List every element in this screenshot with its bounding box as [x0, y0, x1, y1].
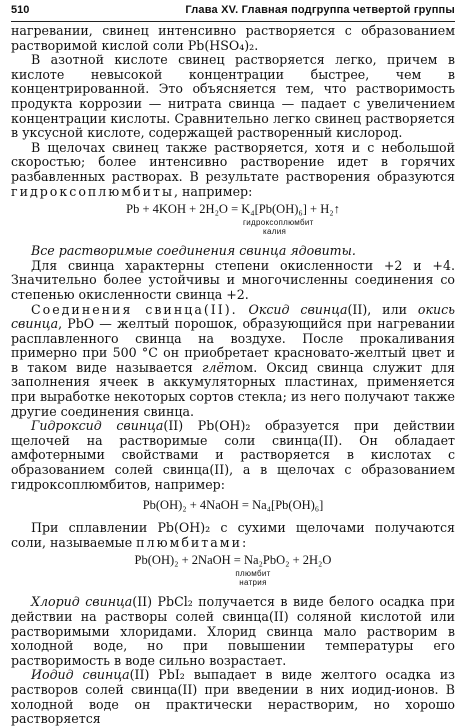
paragraph-toxicity: Все растворимые соединения свинца ядовиты.	[31, 243, 356, 259]
page-body	[11, 24, 455, 727]
section-heading-compounds: Соединения свинца(II).	[31, 301, 238, 317]
equation-hydroxide-naoh: Pb(OH)₂ + 4NaOH = Na₄[Pb(OH)₆]	[142, 498, 324, 513]
equation-note-1b: калия	[263, 227, 287, 237]
equation-note-3b: натрия	[239, 578, 267, 588]
paragraph-lead-chloride: Хлорид свинца(II) PbCl₂ получается в виде белого осадка при действии на растворы солей свинца(II) соляной кислотой или растворимыми хлоридами. Хлорид свинца мало растворим в холодной воде, но при повышении температуры его растворимость в воде сильно возрастает.	[11, 594, 456, 668]
equation-plumbite: Pb(OH)₂ + 2NaOH = Na₂PbO₂ + 2H₂O	[134, 553, 332, 568]
book-page	[11, 0, 456, 727]
paragraph-oxidation-states: Для свинца характерны степени окисленности +2 и +4. Значительно более устойчивы и многочисленны соединения со степенью окисленности свинца +2.	[11, 257, 455, 302]
paragraph-lead-sulfuric: нагревании, свинец интенсивно растворяется с образованием растворимой кислой соли Pb(HSO₄)₂.	[11, 23, 455, 53]
page-number: 510	[11, 4, 30, 16]
term-plumbites: плюмбитами	[136, 534, 242, 550]
paragraph-plumbites: При сплавлении Pb(OH)₂ с сухими щелочами получаются соли, называемые плюмбитами:	[11, 520, 455, 550]
page-header	[11, 2, 455, 22]
equation-lead-koh: Pb + 4KOH + 2H₂O = K₄[Pb(OH)₆] + H₂↑	[126, 202, 340, 217]
header-rule	[11, 21, 455, 22]
equation-note-1a: гидроксоплюмбит	[243, 218, 314, 228]
equation-note-3a: плюмбит	[235, 569, 271, 579]
paragraph-lead-hydroxide: Гидроксид свинца(II) Pb(OH)₂ образуется при действии щелочей на растворимые соли свинца(II). Он обладает амфотерными свойствами и растворяется в кислотах с образованием солей свинца(II), а в щелочах с образованием гидроксоплюмбитов, например:	[11, 418, 455, 492]
paragraph-alkali: В щелочах свинец также растворяется, хотя и с небольшой скоростью; более интенсивно растворение идет в горячих разбавленных растворах. В результате растворения образуются гидроксоплюмбиты, например:	[11, 139, 455, 199]
paragraph-lead-oxide: Соединения свинца(II). Оксид свинца(II), или окись свинца, PbO — желтый порошок, образующийся при нагревании расплавленного свинца на воздухе. После прокаливания примерно при 500 °C он приобретает красновато-желтый цвет и в таком виде называется глётом. Оксид свинца служит для заполнения ячеек в аккумуляторных пластинах, применяется при выработке некоторых сортов стекла; из него получают также другие соединения свинца.	[11, 301, 455, 419]
paragraph-lead-iodide: Иодид свинца(II) PbI₂ выпадает в виде желтого осадка из растворов солей свинца(II) при введении в них иодид-ионов. В холодной воде он практически нерастворим, но хорошо растворяется	[11, 667, 455, 727]
term-hydroxoplumbites: гидроксоплюмбиты	[11, 183, 175, 199]
chapter-title: Глава XV. Главная подгруппа четвертой группы	[185, 4, 455, 16]
paragraph-nitric-acid: В азотной кислоте свинец растворяется легко, причем в кислоте невысокой концентрации быстрее, чем в концентрированной. Это объясняется тем, что растворимость продукта коррозии — нитрата свинца — падает с увеличением концентрации кислоты. Сравнительно легко свинец растворяется в уксусной кислоте, содержащей растворенный кислород.	[11, 52, 455, 141]
